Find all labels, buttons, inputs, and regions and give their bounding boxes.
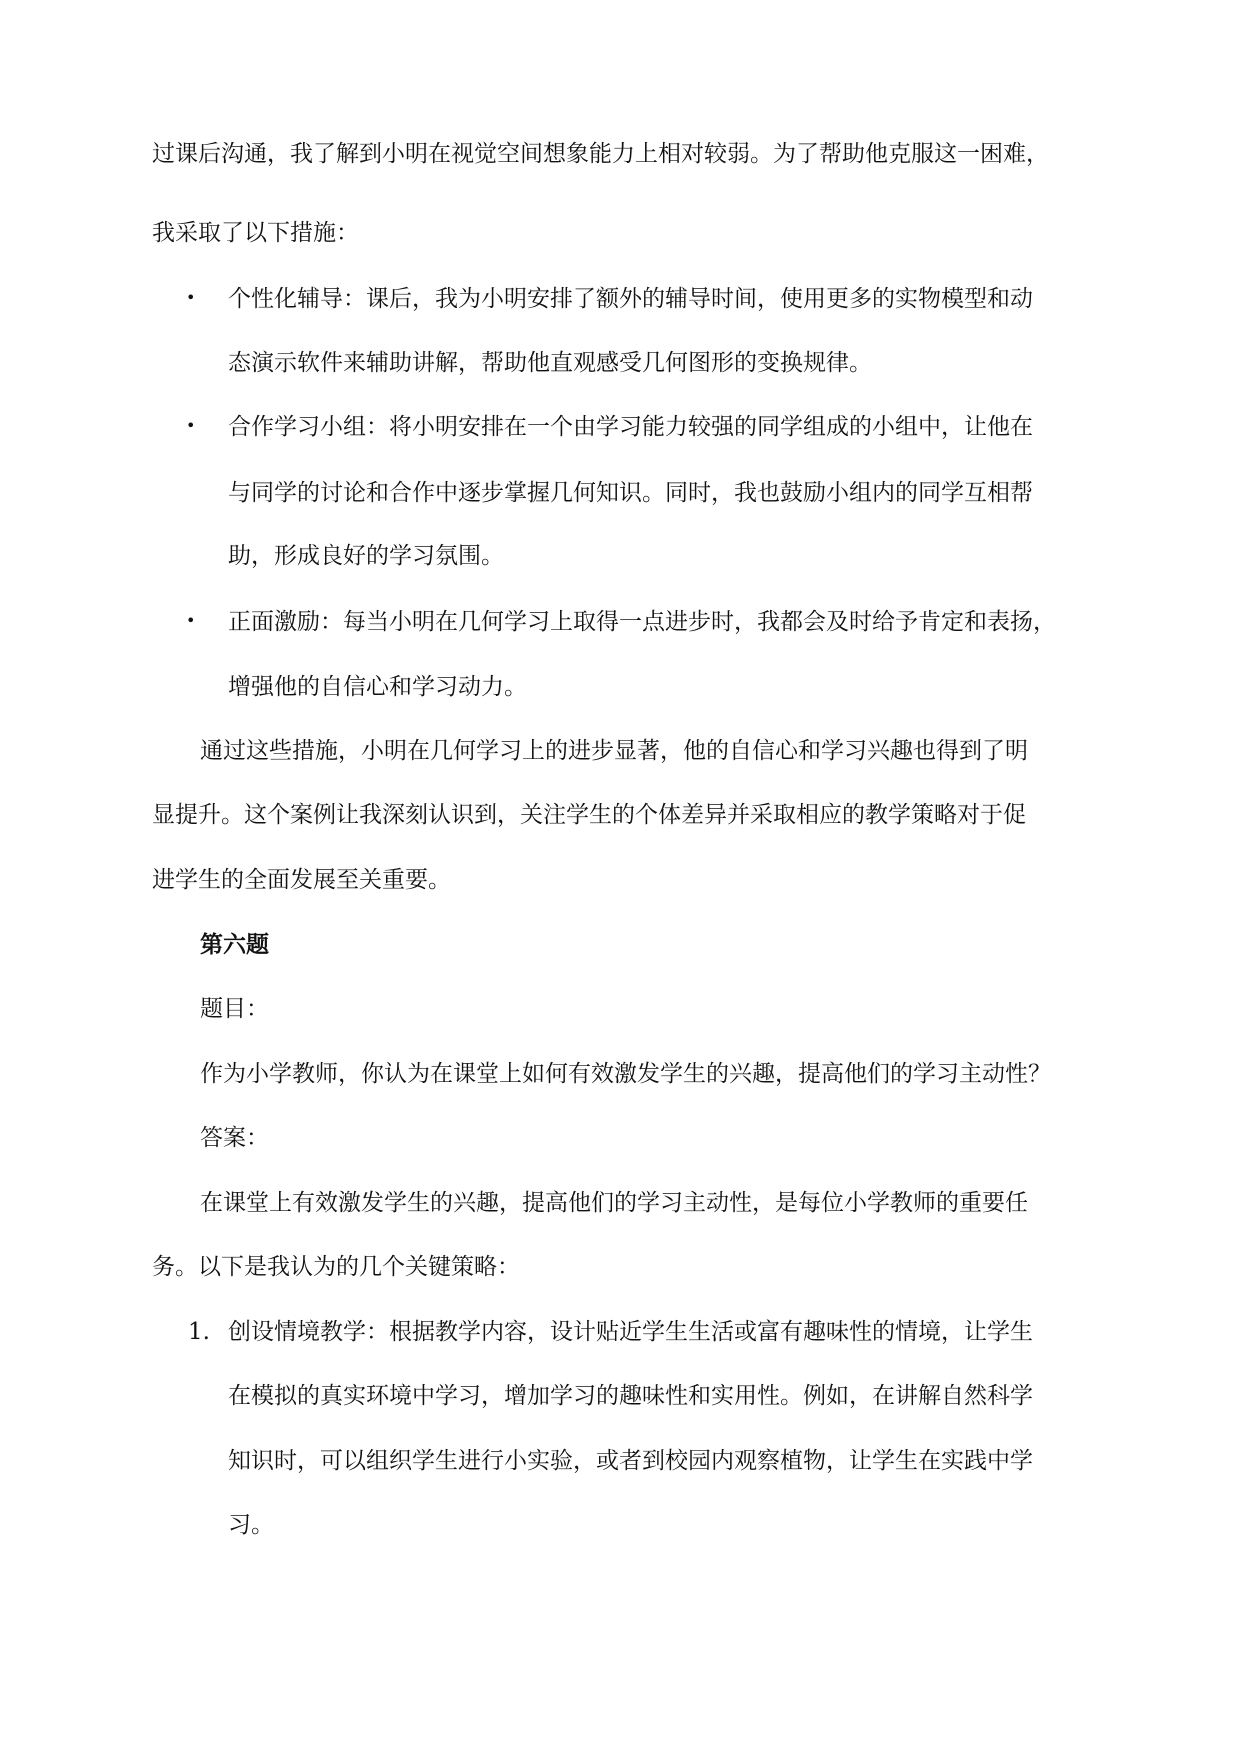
bullet-marker-1: • [186, 288, 196, 307]
answer-label: 答案： [200, 1125, 269, 1151]
numbered-item-1-number: 1. [188, 1319, 210, 1345]
bullet-marker-3: • [186, 611, 196, 630]
numbered-item-1-line-2: 在模拟的真实环境中学习，增加学习的趣味性和实用性。例如，在讲解自然科学 [228, 1383, 1033, 1409]
paragraph-2-line-2: 显提升。这个案例让我深刻认识到，关注学生的个体差异并采取相应的教学策略对于促 [152, 802, 1026, 828]
paragraph-3-line-2: 务。以下是我认为的几个关键策略： [152, 1254, 520, 1280]
numbered-item-1-line-3: 知识时，可以组织学生进行小实验，或者到校园内观察植物，让学生在实践中学 [228, 1448, 1033, 1474]
numbered-item-1-line-1: 创设情境教学：根据教学内容，设计贴近学生生活或富有趣味性的情境，让学生 [228, 1319, 1033, 1345]
bullet-item-2-line-2: 与同学的讨论和合作中逐步掌握几何知识。同时，我也鼓励小组内的同学互相帮 [228, 480, 1033, 506]
bullet-item-1-line-1: 个性化辅导：课后，我为小明安排了额外的辅导时间，使用更多的实物模型和动 [228, 286, 1033, 312]
section-heading: 第六题 [200, 931, 269, 958]
paragraph-2-line-1: 通过这些措施，小明在几何学习上的进步显著，他的自信心和学习兴趣也得到了明 [200, 738, 1028, 764]
paragraph-1-line-1: 过课后沟通，我了解到小明在视觉空间想象能力上相对较弱。为了帮助他克服这一困难， [152, 141, 1049, 167]
paragraph-2-line-3: 进学生的全面发展至关重要。 [152, 867, 451, 893]
question-text: 作为小学教师，你认为在课堂上如何有效激发学生的兴趣，提高他们的学习主动性？ [200, 1061, 1051, 1087]
bullet-item-1-line-2: 态演示软件来辅助讲解，帮助他直观感受几何图形的变换规律。 [228, 350, 872, 376]
question-label: 题目： [200, 996, 269, 1022]
bullet-marker-2: • [186, 416, 196, 435]
bullet-item-3-line-2: 增强他的自信心和学习动力。 [228, 674, 527, 700]
bullet-item-2-line-3: 助，形成良好的学习氛围。 [228, 543, 504, 569]
paragraph-1-line-2: 我采取了以下措施： [152, 220, 359, 246]
paragraph-3-line-1: 在课堂上有效激发学生的兴趣，提高他们的学习主动性，是每位小学教师的重要任 [200, 1190, 1028, 1216]
bullet-item-3-line-1: 正面激励：每当小明在几何学习上取得一点进步时，我都会及时给予肯定和表扬， [228, 609, 1056, 635]
bullet-item-2-line-1: 合作学习小组：将小明安排在一个由学习能力较强的同学组成的小组中，让他在 [228, 414, 1033, 440]
numbered-item-1-line-4: 习。 [228, 1512, 274, 1538]
